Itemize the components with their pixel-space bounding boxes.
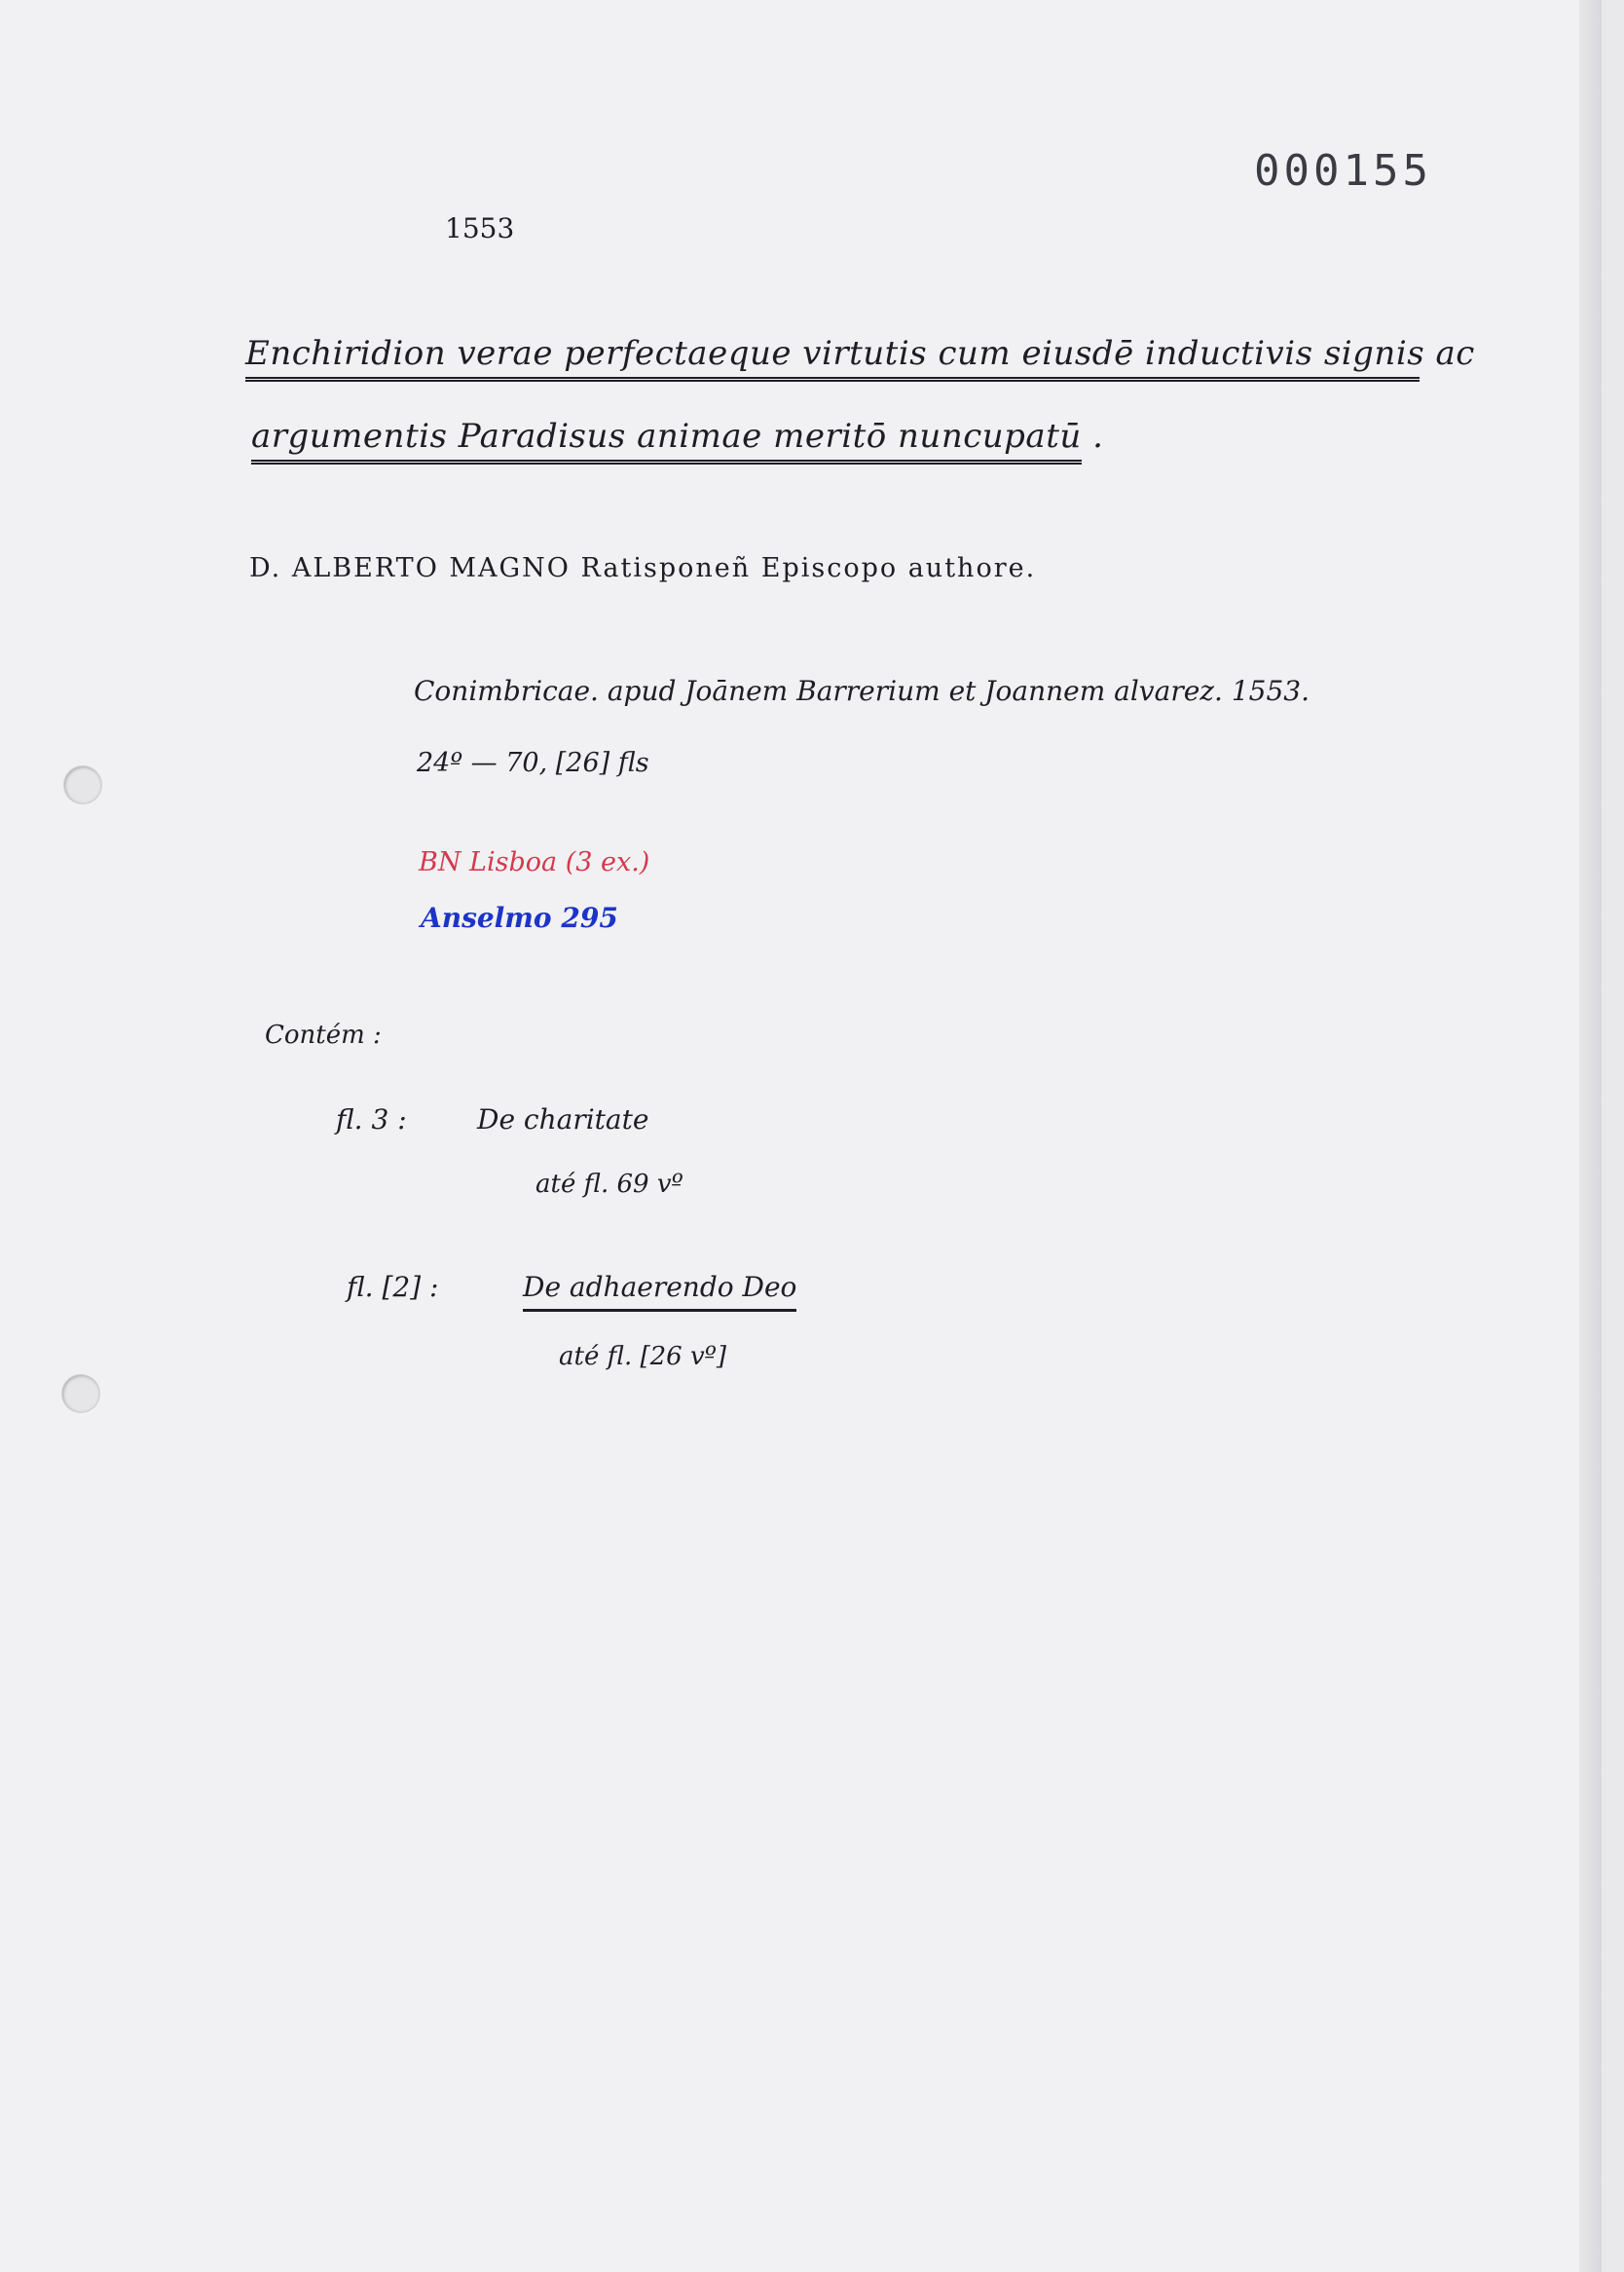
punch-hole-bottom bbox=[62, 1375, 99, 1412]
year-heading: 1553 bbox=[445, 212, 515, 244]
author-line: D. ALBERTO MAGNO Ratisponeñ Episcopo authore. bbox=[249, 553, 1037, 583]
title-line-2-end: . bbox=[1081, 417, 1104, 456]
title-line-1: Enchiridion verae perfectaeque virtutis cum eiusdē inductivis signis ac bbox=[245, 334, 1420, 382]
collation-line: 24º — 70, [26] fls bbox=[417, 748, 649, 778]
punch-hole-top bbox=[64, 766, 101, 803]
contents-entry-range: até fl. 69 vº bbox=[535, 1170, 683, 1199]
contents-entry-ref: fl. 3 : bbox=[336, 1103, 407, 1136]
contents-entry-ref: fl. [2] : bbox=[347, 1271, 439, 1303]
title-line-2-underlined: argumentis Paradisus animae meritō nuncupatū bbox=[251, 417, 1082, 465]
contents-entry-title: De adhaerendo Deo bbox=[523, 1271, 796, 1312]
imprint-line: Conimbricae. apud Joānem Barrerium et Joannem alvarez. 1553. bbox=[414, 675, 1310, 707]
page-edge bbox=[1579, 0, 1602, 2272]
contents-entry-title: De charitate bbox=[477, 1103, 649, 1136]
holding-library-note: BN Lisboa (3 ex.) bbox=[419, 847, 650, 877]
stamp-number: 000155 bbox=[1254, 146, 1432, 196]
contents-label: Contém : bbox=[265, 1021, 382, 1050]
title-line-2 bbox=[251, 417, 1103, 456]
bibliography-reference-note: Anselmo 295 bbox=[421, 902, 618, 934]
contents-entry-range: até fl. [26 vº] bbox=[559, 1342, 727, 1371]
